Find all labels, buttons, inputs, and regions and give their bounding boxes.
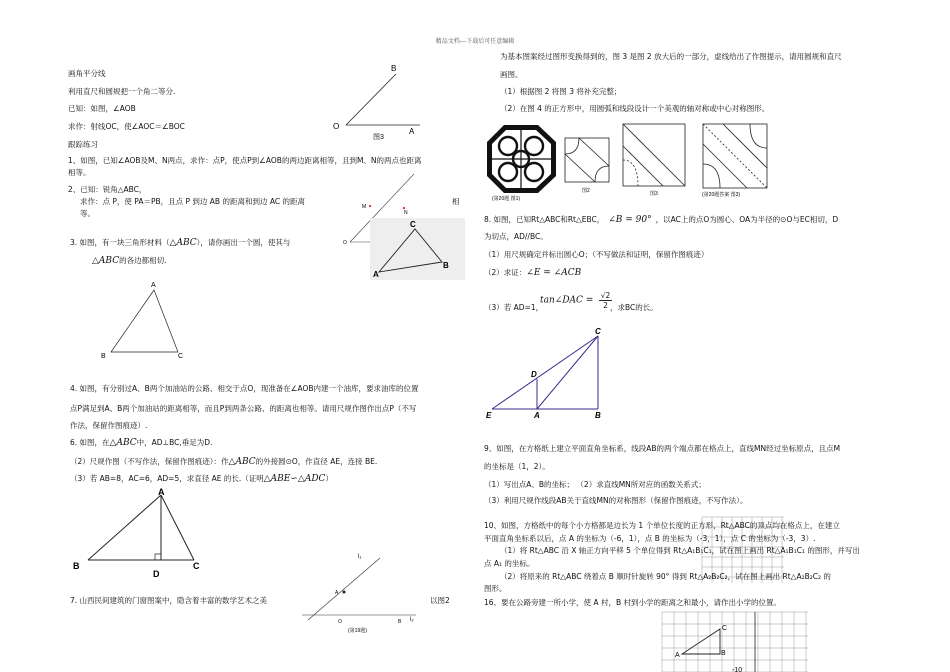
q10-line-e: （2）将原来的 Rt△ABC 绕着点 B 顺时针旋转 90° 得到 Rt△A₂B₂C₂，试在图上画出 Rt△A₂B₂C₂ 的 <box>500 572 831 581</box>
svg-text:A: A <box>534 411 540 420</box>
fig20-caption-3: 图3 <box>650 191 658 197</box>
fig2-pattern <box>562 132 612 194</box>
q6-line-b: （2）尺规作图（不写作法，保留作图痕迹）：作△ABC的外接圆⊙O，作直径 AE，连接 BE. <box>70 457 378 467</box>
left-title: 画角平分线 <box>68 69 106 78</box>
q10-line-c: （1）将 Rt△ABC 沿 X 轴正方向平移 5 个单位得到 Rt△A₁B₁C₁，试在图上画出 Rt△A₁B₁C₁ 的图形，并写出 <box>500 546 860 555</box>
svg-text:O: O <box>333 122 340 131</box>
q9-line-c: （1）写出点A、B的坐标； （2）求直线MN所对应的函数关系式； <box>484 480 706 489</box>
svg-text:B: B <box>73 561 80 571</box>
left-line-3: 求作：射线OC，使∠AOC＝∠BOC <box>68 122 185 131</box>
svg-text:C: C <box>595 327 601 336</box>
left-line-4: 跟踪练习 <box>68 140 98 149</box>
right-line-2: 画图。 <box>500 70 523 79</box>
q7-line: 7. 山西民间建筑的门窗图案中，隐含着丰富的数学艺术之美 <box>70 596 268 605</box>
svg-text:l₂: l₂ <box>410 617 414 623</box>
q1-line-b: 相等。 <box>68 168 91 177</box>
svg-text:D: D <box>153 569 160 579</box>
fig3-caption: 图3 <box>373 134 384 141</box>
acute-triangle-figure <box>370 218 465 280</box>
svg-text:C: C <box>722 625 728 632</box>
right-line-3: （1）根据图 2 将图 3 将补充完整； <box>500 87 622 96</box>
svg-text:B: B <box>595 411 601 420</box>
window-pattern-figure <box>484 122 559 202</box>
svg-text:A: A <box>158 487 165 497</box>
svg-text:A: A <box>151 282 156 289</box>
q4-line-c: 作法，保留作图痕迹）. <box>70 421 148 430</box>
svg-text:A: A <box>409 127 415 136</box>
fig20-caption-1: (第20题 图1) <box>492 196 521 202</box>
svg-text:C: C <box>178 353 184 360</box>
svg-text:C: C <box>410 220 416 229</box>
svg-text:D: D <box>531 370 537 379</box>
q16-grid-figure <box>660 610 810 672</box>
left-line-2: 已知：如图，∠AOB <box>68 104 136 113</box>
q6-line-c: （3）若 AB=8，AC=6，AD=5，求直径 AE 的长.（证明△ABE∽△ADC） <box>70 474 333 484</box>
svg-text:M: M <box>362 204 367 210</box>
fig20-answer-pattern <box>700 120 772 198</box>
q3-line-b: △ABC的各边都相切. <box>92 256 167 266</box>
svg-text:C: C <box>193 561 200 571</box>
q8-line-f2: ，求BC的长。 <box>610 303 658 312</box>
svg-text:A: A <box>373 270 379 279</box>
triangle-ad-figure <box>70 484 210 584</box>
svg-text:-10: -10 <box>732 667 743 672</box>
svg-text:N: N <box>404 210 408 216</box>
svg-text:A: A <box>675 652 680 659</box>
svg-text:B: B <box>443 261 449 270</box>
fig19-caption: (第19题) <box>348 628 367 634</box>
page-header: 精品文档---下载后可任意编辑 <box>435 38 515 45</box>
q9-line-d: （3）利用尺规作线段AB关于直线MN的对称图形（保留作图痕迹，不写作法）。 <box>484 496 748 505</box>
right-line-1: 为基本图案经过图形变换得到的，图 3 是图 2 放大后的一部分，虚线给出了作图提示，请用圆规和直尺 <box>500 52 842 61</box>
q2-line-c: 相 <box>452 197 460 206</box>
right-line-4: （2）在图 4 的正方形中，用圆弧和线段设计一个美观的轴对称或中心对称图形。 <box>500 104 770 113</box>
q6-line-a: 6. 如图，在△ABC中，AD⊥BC,垂足为D. <box>70 438 213 448</box>
q10-line-a: 10、如图，方格纸中的每个小方格都是边长为 1 个单位长度的正方形，Rt△ABC的顶点均在格点上，在建立 <box>484 521 840 530</box>
svg-text:B: B <box>391 64 397 73</box>
fig20-caption-4: (第20题答案 图3) <box>702 192 741 198</box>
q10-line-d: 点 A₁ 的坐标。 <box>484 559 535 568</box>
svg-text:A: A <box>335 590 339 596</box>
q16-line: 16、要在公路旁建一所小学，使 A 村，B 村到小学的距离之和最小，请作出小学的位置。 <box>484 598 781 607</box>
q2-line-a: 2、已知：锐角△ABC， <box>68 185 147 194</box>
q8-line-b: 为切点，AD//BC。 <box>484 232 548 241</box>
q8-triangle-figure <box>484 325 609 420</box>
svg-text:B: B <box>101 353 106 360</box>
fig19-figure <box>300 548 425 638</box>
q8-line-c: （1）用尺规确定并标出圆心O；（不写做法和证明，保留作图痕迹） <box>484 250 709 259</box>
q10-line-b: 平面直角坐标系以后，点 A 的坐标为（-6，1），点 B 的坐标为（-3，1），点 C 的坐标为（-3，3）. <box>484 534 816 543</box>
svg-text:E: E <box>486 411 492 420</box>
q10-line-f: 图形。 <box>484 584 507 593</box>
left-line-1: 利用直尺和圆规把一个角二等分. <box>68 87 176 96</box>
svg-text:l₁: l₁ <box>358 554 362 560</box>
q2-line-b: 求作：点 P，使 PA＝PB，且点 P 到边 AB 的距离和到边 AC 的距离 <box>80 197 305 206</box>
q3-line-a: 3. 如图，有一块三角形材料（△ABC），请你画出一个圆，使其与 <box>70 238 291 248</box>
q8-line-f: （3）若 AD=1， <box>484 303 544 312</box>
svg-text:B: B <box>721 650 726 657</box>
svg-text:O: O <box>338 619 342 625</box>
angle-aob-figure <box>330 60 430 142</box>
fig3-pattern <box>620 120 688 198</box>
q4-line-a: 4. 如图，有分别过A、B两个加油站的公路、相交于点O，现准备在∠AOB内建一个油库，要求油库的位置 <box>70 384 419 393</box>
q1-line-a: 1、如图，已知∠AOB及M、N两点，求作：点P，使点P到∠AOB的两边距离相等，且到M、N的两点也距离 <box>68 156 422 165</box>
q9-line-b: 的坐标是（1，2）。 <box>484 462 550 471</box>
q7-line-end: 以图2 <box>430 596 450 605</box>
q9-line-a: 9、如图，在方格纸上建立平面直角坐标系，线段AB的两个端点都在格点上，直线MN经过坐标原点，且点M <box>484 444 841 453</box>
svg-text:O: O <box>343 240 347 246</box>
q8-tan-formula: tan∠DAC = $\frac{√2}{2}$ <box>540 291 611 310</box>
q8-line-d: （2）求证：∠E = ∠ACB <box>484 268 582 278</box>
triangle-abc-figure <box>98 280 193 362</box>
q4-line-b: 点P满足到A、B两个加油站的距离相等，而且P到两条公路、的距离也相等。请用尺规作图作出点P（不写 <box>70 404 417 413</box>
q2-line-d: 等。 <box>80 209 95 218</box>
fig20-caption-2: 图2 <box>582 188 590 194</box>
q8-line-a: 8. 如图，已知Rt△ABC和Rt△EBC， ∠B = 90° ，以AC上的点O为圆心、OA为半径的⊙O与EC相切，D <box>484 215 839 225</box>
svg-text:B: B <box>398 619 402 625</box>
